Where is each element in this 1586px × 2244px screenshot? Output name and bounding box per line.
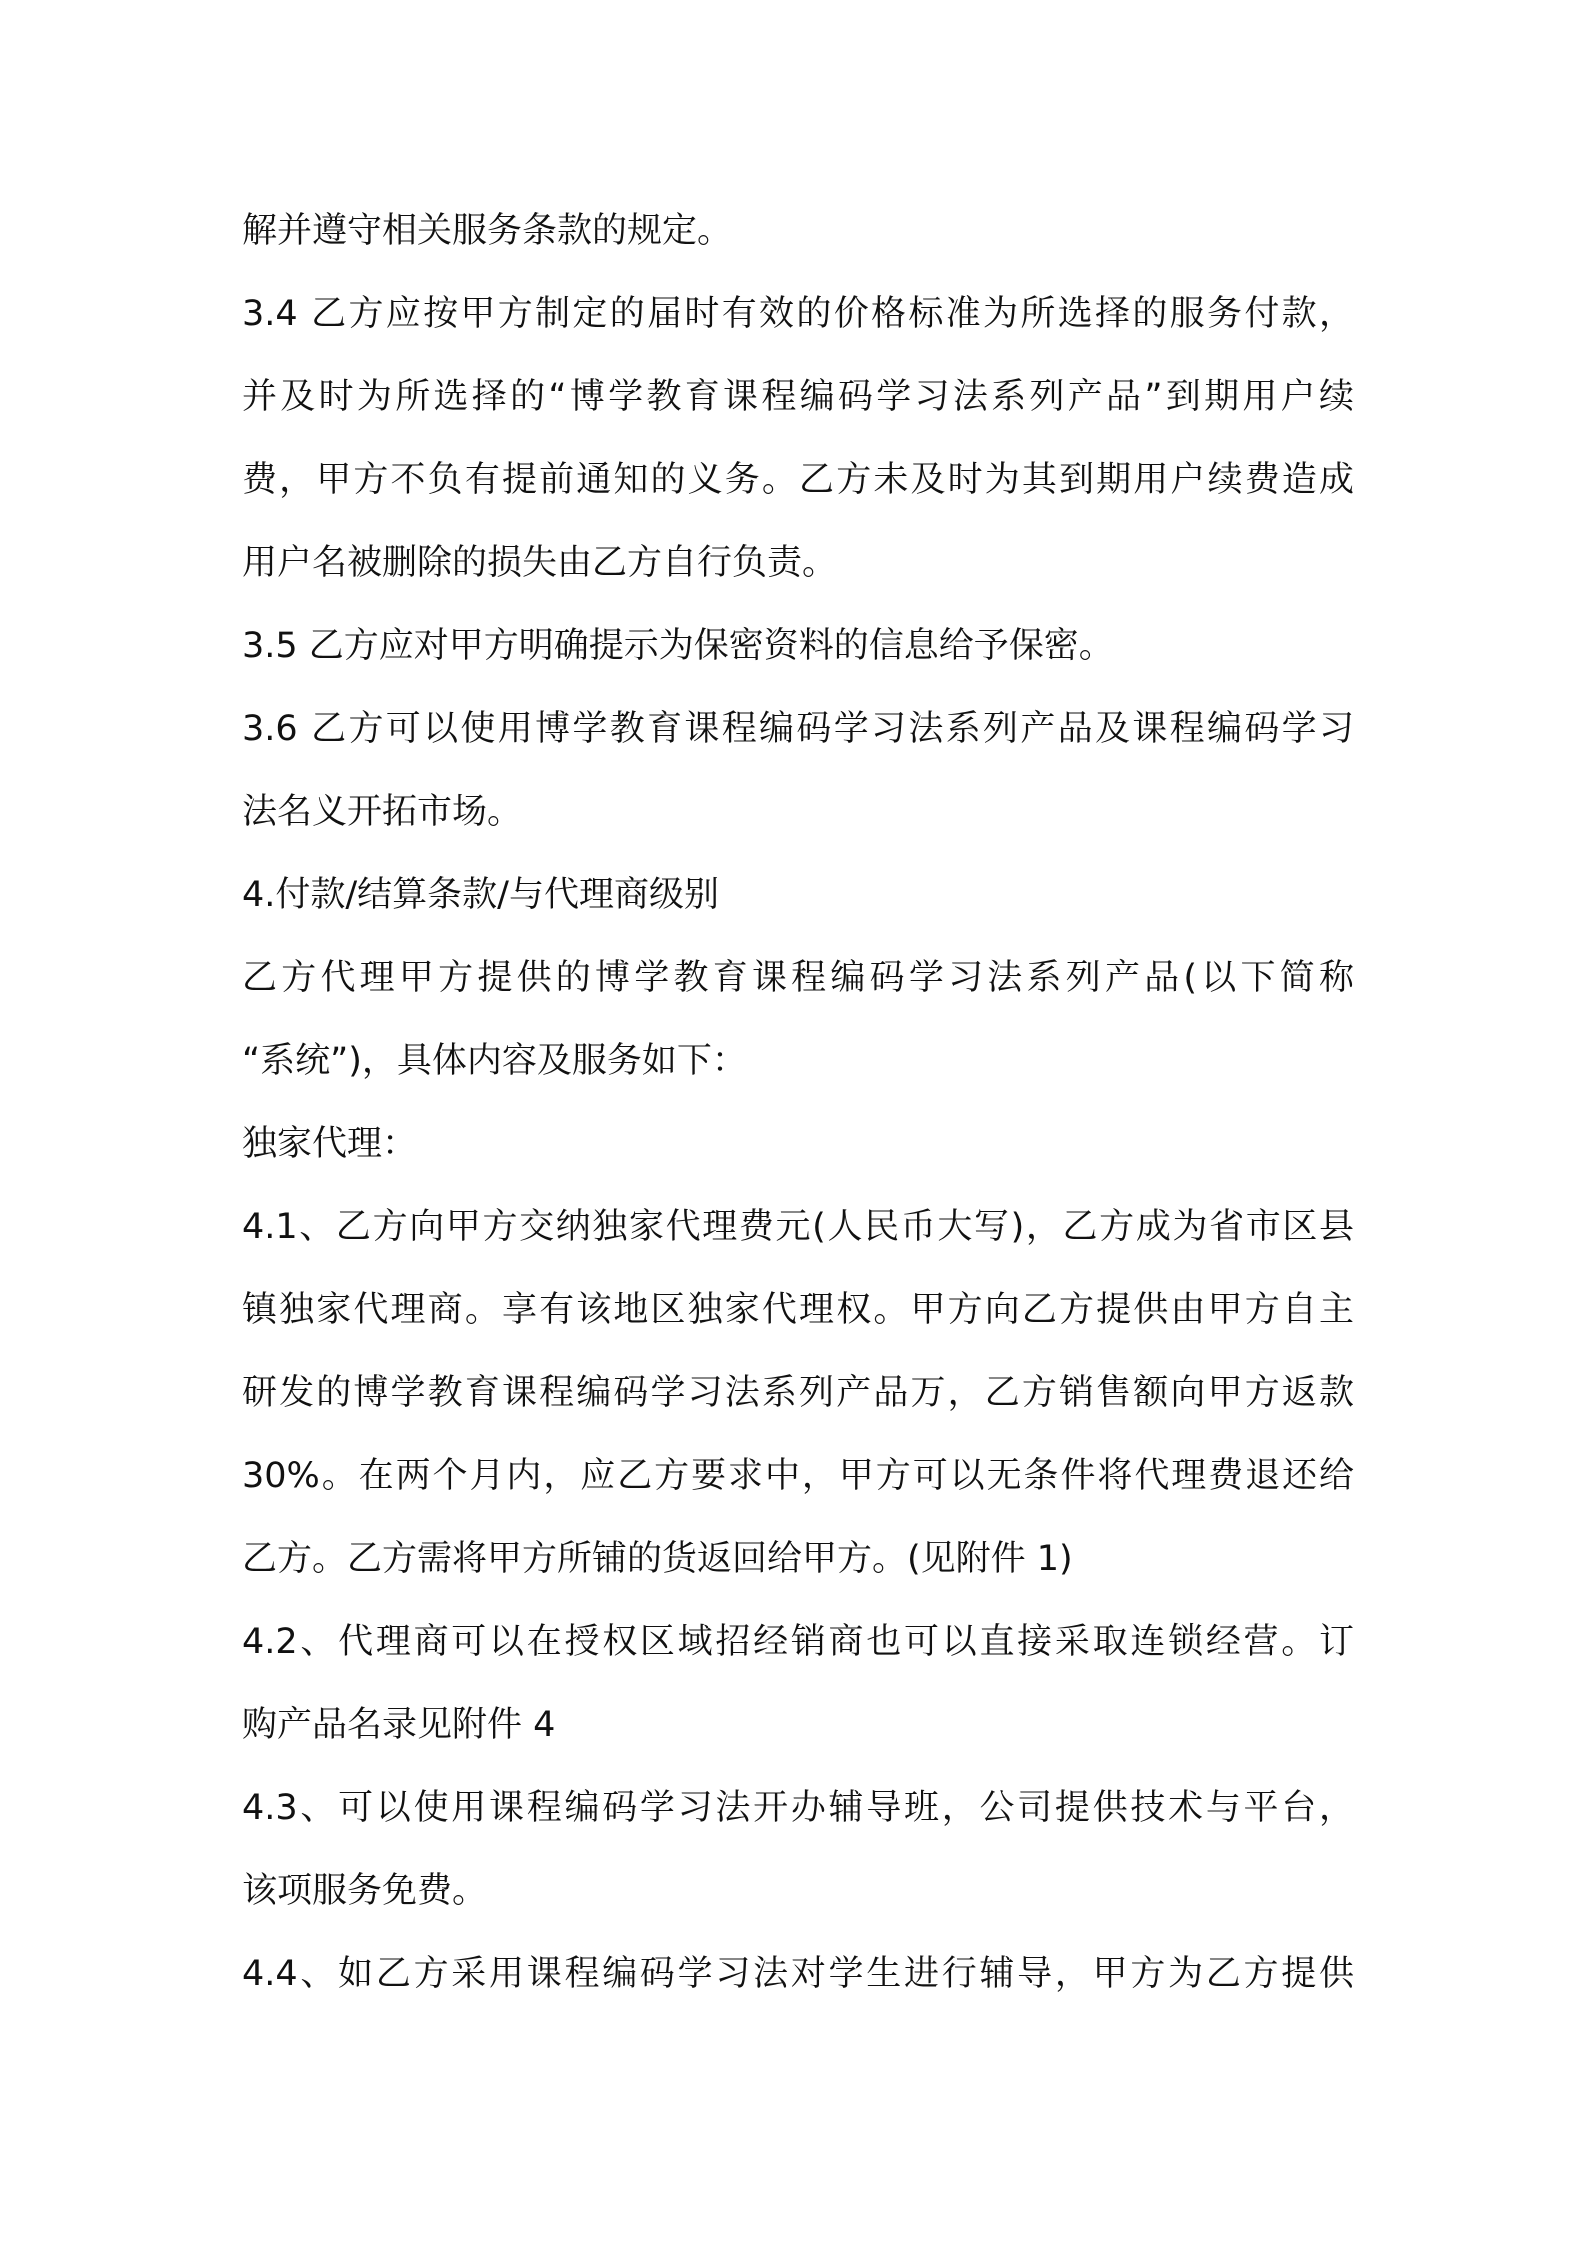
text-line: 3.4 乙方应按甲方制定的届时有效的价格标准为所选择的服务付款， [242, 294, 1354, 334]
text-line: 费，甲方不负有提前通知的义务。乙方未及时为其到期用户续费造成 [242, 460, 1354, 500]
text-line: 购产品名录见附件 4 [242, 1705, 556, 1745]
text-line: 用户名被删除的损失由乙方自行负责。 [242, 543, 838, 583]
text-line: 乙方代理甲方提供的博学教育课程编码学习法系列产品(以下简称 [242, 958, 1354, 998]
document-body [242, 190, 1354, 2016]
text-line: 3.5 乙方应对甲方明确提示为保密资料的信息给予保密。 [242, 626, 1114, 666]
text-line: “系统”)，具体内容及服务如下： [242, 1041, 747, 1081]
text-line: 乙方。乙方需将甲方所铺的货返回给甲方。(见附件 1) [242, 1539, 1073, 1579]
text-line: 解并遵守相关服务条款的规定。 [242, 211, 733, 251]
text-line: 4.4、如乙方采用课程编码学习法对学生进行辅导，甲方为乙方提供 [242, 1954, 1354, 1994]
section-heading: 4.付款/结算条款/与代理商级别 [242, 875, 719, 915]
text-line: 30%。在两个月内，应乙方要求中，甲方可以无条件将代理费退还给 [242, 1456, 1354, 1496]
text-line: 并及时为所选择的“博学教育课程编码学习法系列产品”到期用户续 [242, 377, 1354, 417]
text-line: 研发的博学教育课程编码学习法系列产品万，乙方销售额向甲方返款 [242, 1373, 1354, 1413]
text-line: 法名义开拓市场。 [242, 792, 523, 832]
text-line: 3.6 乙方可以使用博学教育课程编码学习法系列产品及课程编码学习 [242, 709, 1354, 749]
text-line: 该项服务免费。 [242, 1871, 488, 1911]
text-line: 镇独家代理商。享有该地区独家代理权。甲方向乙方提供由甲方自主 [242, 1290, 1354, 1330]
text-line: 4.3、可以使用课程编码学习法开办辅导班，公司提供技术与平台， [242, 1788, 1354, 1828]
text-line: 独家代理： [242, 1124, 418, 1164]
text-line: 4.2、代理商可以在授权区域招经销商也可以直接采取连锁经营。订 [242, 1622, 1354, 1662]
text-line: 4.1、乙方向甲方交纳独家代理费元(人民币大写)，乙方成为省市区县 [242, 1207, 1354, 1247]
